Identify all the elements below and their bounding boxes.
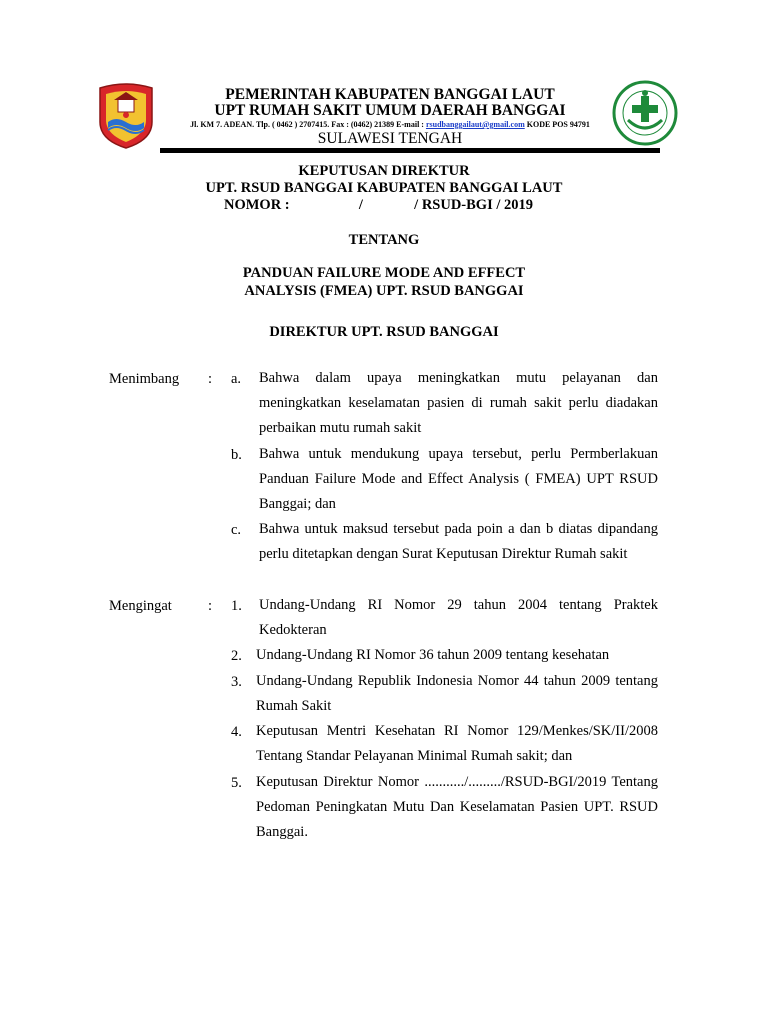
mengingat-item-5: Keputusan Direktur Nomor .........../........./RSUD-BGI/2019 Tentang Pedoman Peningkatan Mutu Dan Keselamatan Pasien UPT. RSUD Banggai. xyxy=(256,774,658,840)
header-divider xyxy=(160,148,660,153)
decree-number-slash: / xyxy=(358,197,363,213)
mengingat-marker-4: 4. xyxy=(231,724,242,740)
mengingat-marker-2: 2. xyxy=(231,648,242,664)
header-address xyxy=(160,120,620,129)
mengingat-marker-1: 1. xyxy=(231,598,242,614)
menimbang-marker-c: c. xyxy=(231,522,242,538)
menimbang-item-a: Bahwa dalam upaya meningkatkan mutu pelayanan dan meningkatkan keselamatan pasien di rumah sakit perlu diadakan perbaikan mutu rumah sakit xyxy=(259,370,658,436)
mengingat-marker-5: 5. xyxy=(231,775,242,791)
menimbang-colon: : xyxy=(208,371,213,387)
decree-number-label: NOMOR : xyxy=(224,197,290,213)
subject-line-1: PANDUAN FAILURE MODE AND EFFECT xyxy=(242,265,526,281)
regency-crest-logo xyxy=(96,82,156,150)
tentang-heading: TENTANG xyxy=(348,232,420,248)
menimbang-label: Menimbang xyxy=(109,371,180,387)
mengingat-item-2: Undang-Undang RI Nomor 36 tahun 2009 tentang kesehatan xyxy=(256,647,610,663)
decree-title: KEPUTUSAN DIREKTUR xyxy=(298,163,470,179)
header-government-line: PEMERINTAH KABUPATEN BANGGAI LAUT xyxy=(225,86,555,103)
menimbang-item-b: Bahwa untuk mendukung upaya tersebut, perlu Permberlakuan Panduan Failure Mode and Effect Analysis ( FMEA) UPT RSUD Banggai; dan xyxy=(259,446,658,512)
director-heading: DIREKTUR UPT. RSUD BANGGAI xyxy=(269,324,499,340)
mengingat-label: Mengingat xyxy=(109,598,172,614)
mengingat-colon: : xyxy=(208,598,213,614)
decree-number xyxy=(224,197,533,214)
mengingat-item-4: Keputusan Mentri Kesehatan RI Nomor 129/Menkes/SK/II/2008 Tentang Standar Pelayanan Minimal Rumah sakit; dan xyxy=(256,723,658,764)
header-email-link[interactable]: rsudbanggailaut@gmail.com xyxy=(425,120,525,129)
mengingat-item-1: Undang-Undang RI Nomor 29 tahun 2004 tentang Praktek Kedokteran xyxy=(259,597,658,638)
header-hospital-line: UPT RUMAH SAKIT UMUM DAERAH BANGGAI xyxy=(214,102,566,119)
bakti-husada-logo xyxy=(612,80,678,146)
menimbang-marker-a: a. xyxy=(231,371,242,387)
menimbang-item-c: Bahwa untuk maksud tersebut pada poin a dan b diatas dipandang perlu ditetapkan dengan Surat Keputusan Direktur Rumah sakit xyxy=(259,521,658,562)
subject-line-2: ANALYSIS (FMEA) UPT. RSUD BANGGAI xyxy=(244,283,524,299)
header-province-line: SULAWESI TENGAH xyxy=(317,130,463,147)
header-postal-code: KODE POS 94791 xyxy=(526,120,590,129)
mengingat-marker-3: 3. xyxy=(231,674,242,690)
menimbang-marker-b: b. xyxy=(231,447,242,463)
mengingat-item-3: Undang-Undang Republik Indonesia Nomor 44 tahun 2009 tentang Rumah Sakit xyxy=(256,673,658,714)
decree-number-tail: / RSUD-BGI / 2019 xyxy=(414,197,534,213)
header-address-prefix: Jl. KM 7. ADEAN. Tlp. ( 0462 ) 2707415. Fax : (0462) 21389 E-mail : xyxy=(190,120,424,129)
decree-institution: UPT. RSUD BANGGAI KABUPATEN BANGGAI LAUT xyxy=(205,180,563,196)
